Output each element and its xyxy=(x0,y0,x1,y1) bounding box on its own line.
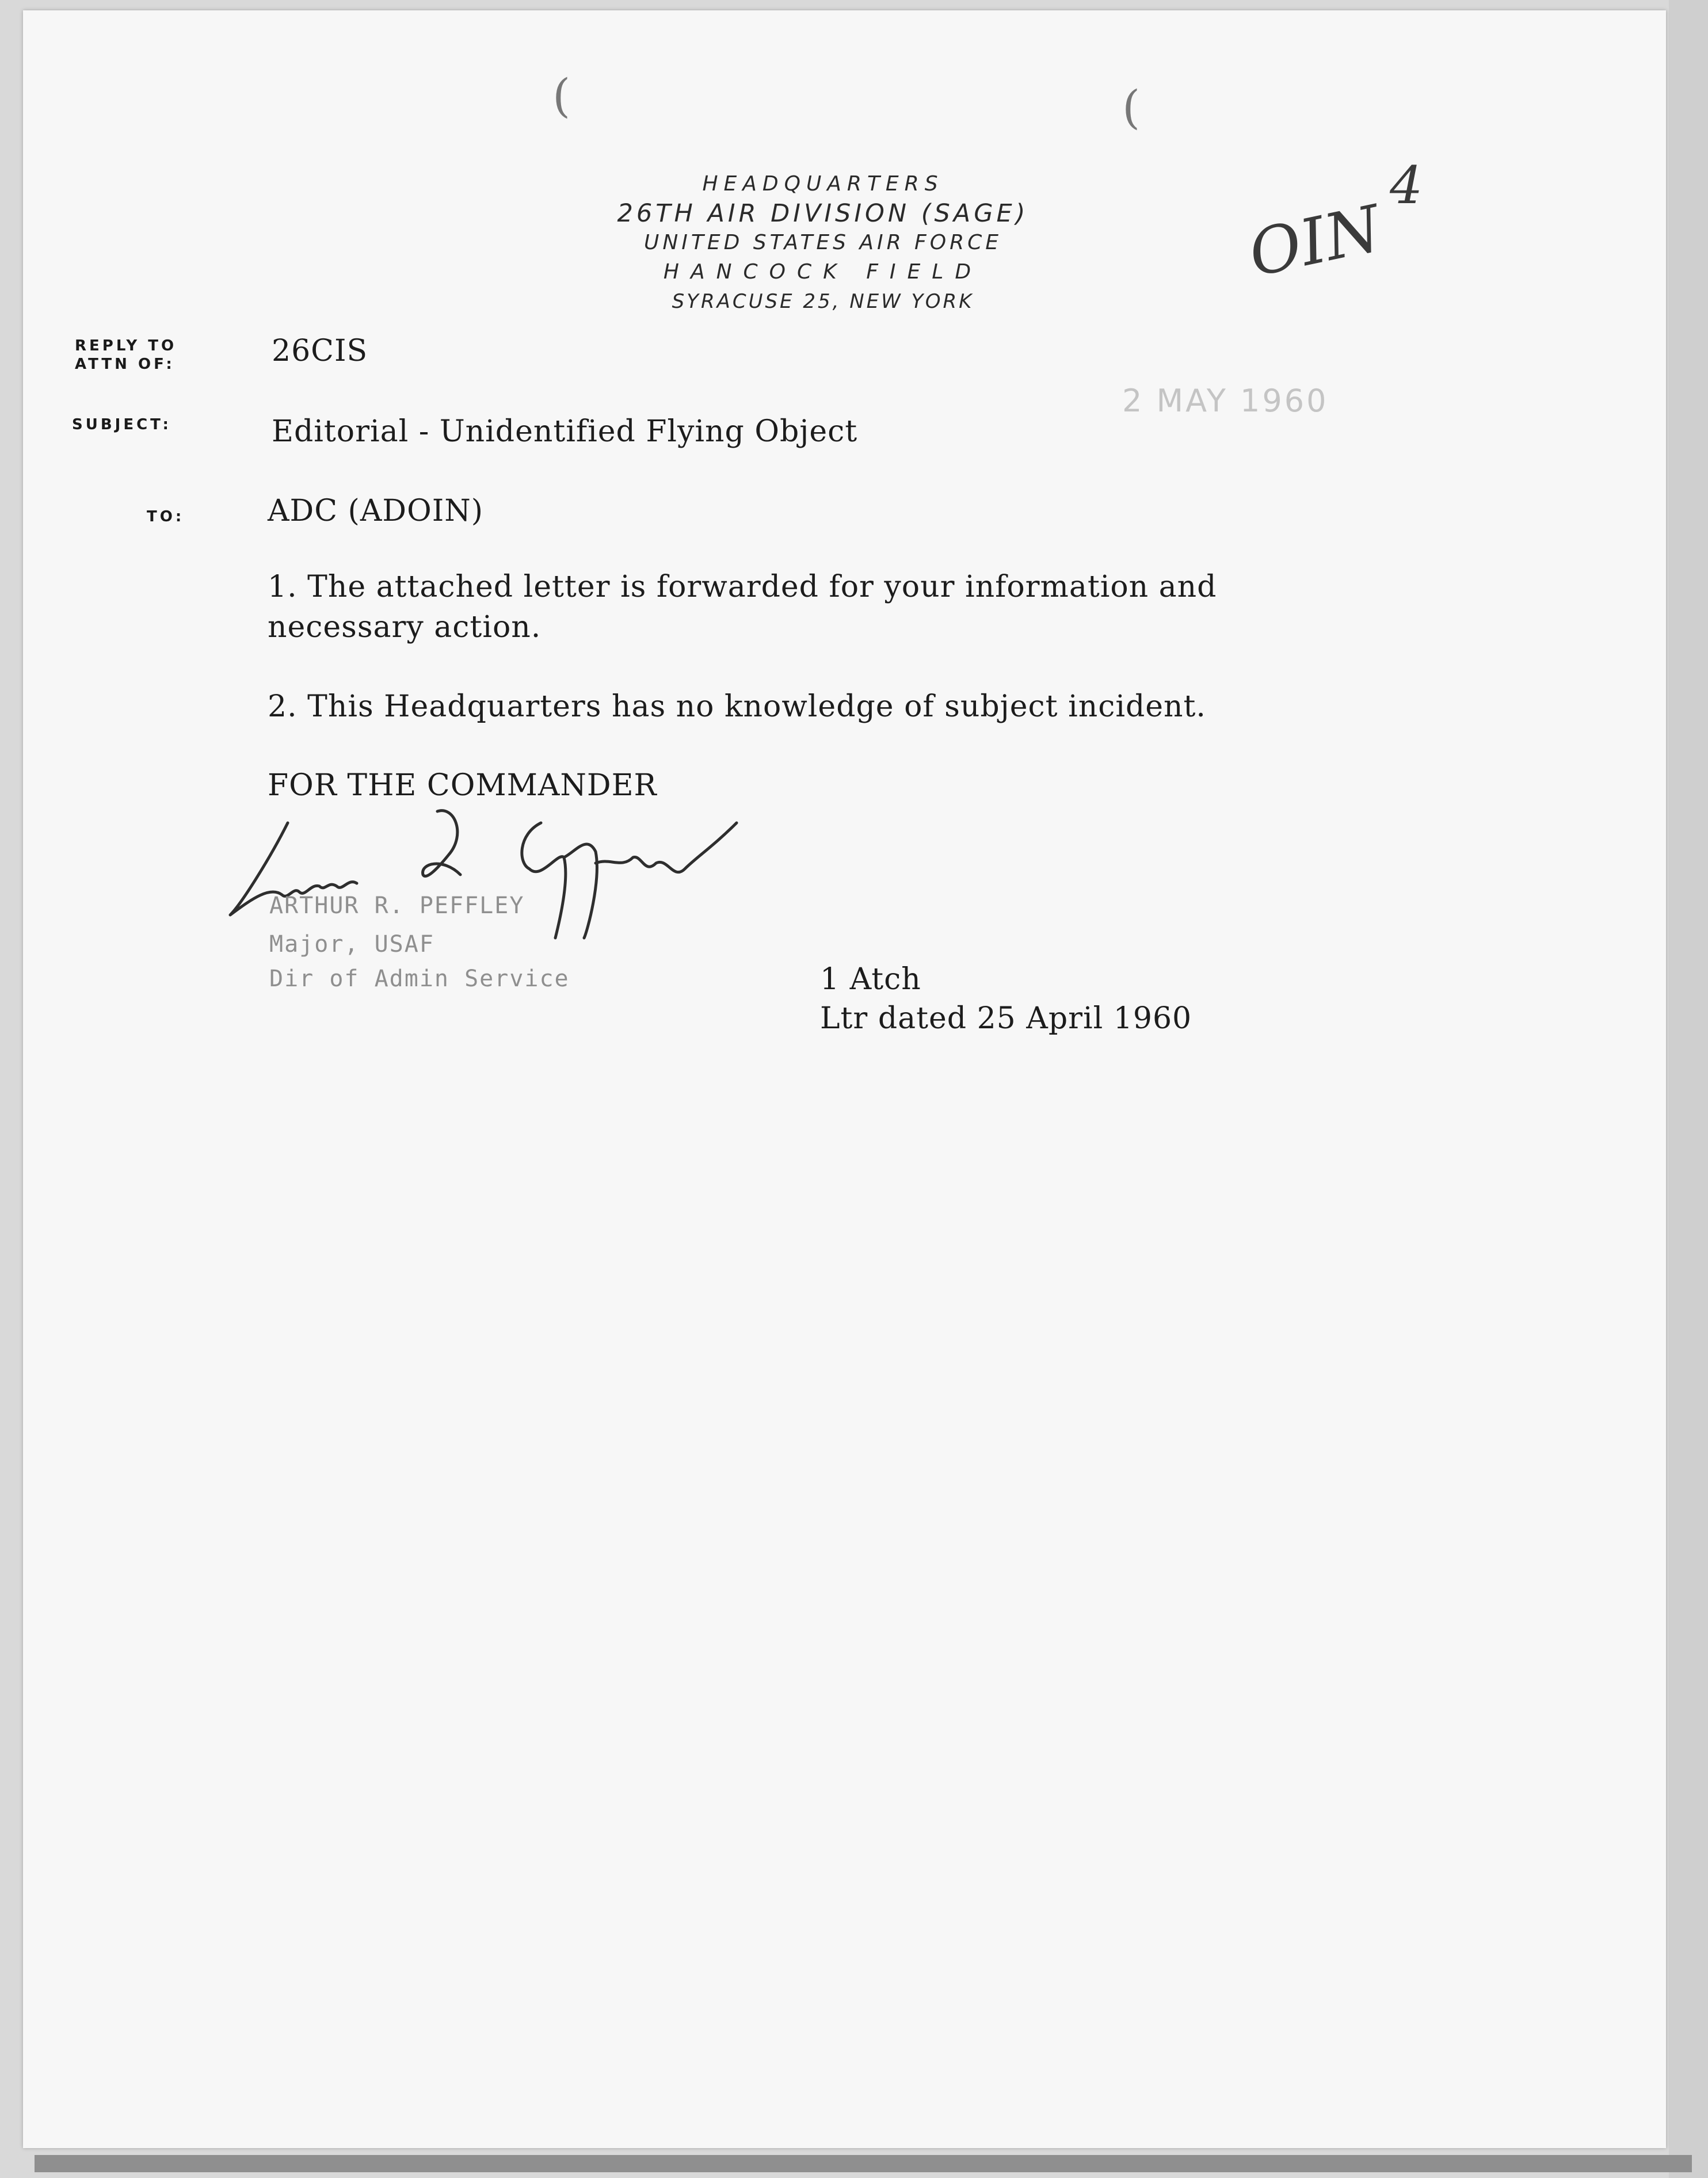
letterhead-line-3: UNITED STATES AIR FORCE xyxy=(643,231,1002,254)
handwritten-file-mark-number: 4 xyxy=(1390,155,1423,216)
paragraph-1-line-1: 1. The attached letter is forwarded for your information and xyxy=(268,570,1217,604)
letterhead-line-4: HANCOCK FIELD xyxy=(663,260,983,284)
attachment-count: 1 Atch xyxy=(820,962,921,997)
handwritten-signature xyxy=(219,800,794,949)
document-page xyxy=(23,10,1666,2148)
closing-line: FOR THE COMMANDER xyxy=(268,768,657,803)
reply-to-label-line-2: ATTN OF: xyxy=(75,356,175,373)
letterhead-line-1: HEADQUARTERS xyxy=(702,172,944,196)
paragraph-2: 2. This Headquarters has no knowledge of subject incident. xyxy=(268,689,1206,724)
attachment-description: Ltr dated 25 April 1960 xyxy=(820,1001,1192,1036)
subject-value: Editorial - Unidentified Flying Object xyxy=(272,414,858,449)
letterhead-line-5: SYRACUSE 25, NEW YORK xyxy=(672,290,974,313)
subject-label: SUBJECT: xyxy=(72,416,171,433)
signer-rank: Major, USAF xyxy=(269,931,434,958)
to-value: ADC (ADOIN) xyxy=(268,494,484,528)
letterhead xyxy=(587,170,1059,316)
signer-title: Dir of Admin Service xyxy=(269,966,570,992)
reply-to-label-line-1: REPLY TO xyxy=(75,337,177,354)
scan-edge-bottom xyxy=(35,2155,1692,2172)
letterhead-line-2: 26TH AIR DIVISION (SAGE) xyxy=(617,199,1029,228)
handwritten-file-mark: OIN xyxy=(1242,191,1387,291)
scan-edge-right xyxy=(1669,0,1708,2178)
paragraph-1-line-2: necessary action. xyxy=(268,610,542,644)
reply-to-label xyxy=(75,337,177,373)
to-label: TO: xyxy=(147,508,185,525)
punch-mark-right: ( xyxy=(1122,81,1141,134)
date-stamp: 2 MAY 1960 xyxy=(1122,383,1329,419)
punch-mark-left: ( xyxy=(552,69,571,123)
reply-to-value: 26CIS xyxy=(272,334,368,368)
signer-name: ARTHUR R. PEFFLEY xyxy=(269,892,525,919)
